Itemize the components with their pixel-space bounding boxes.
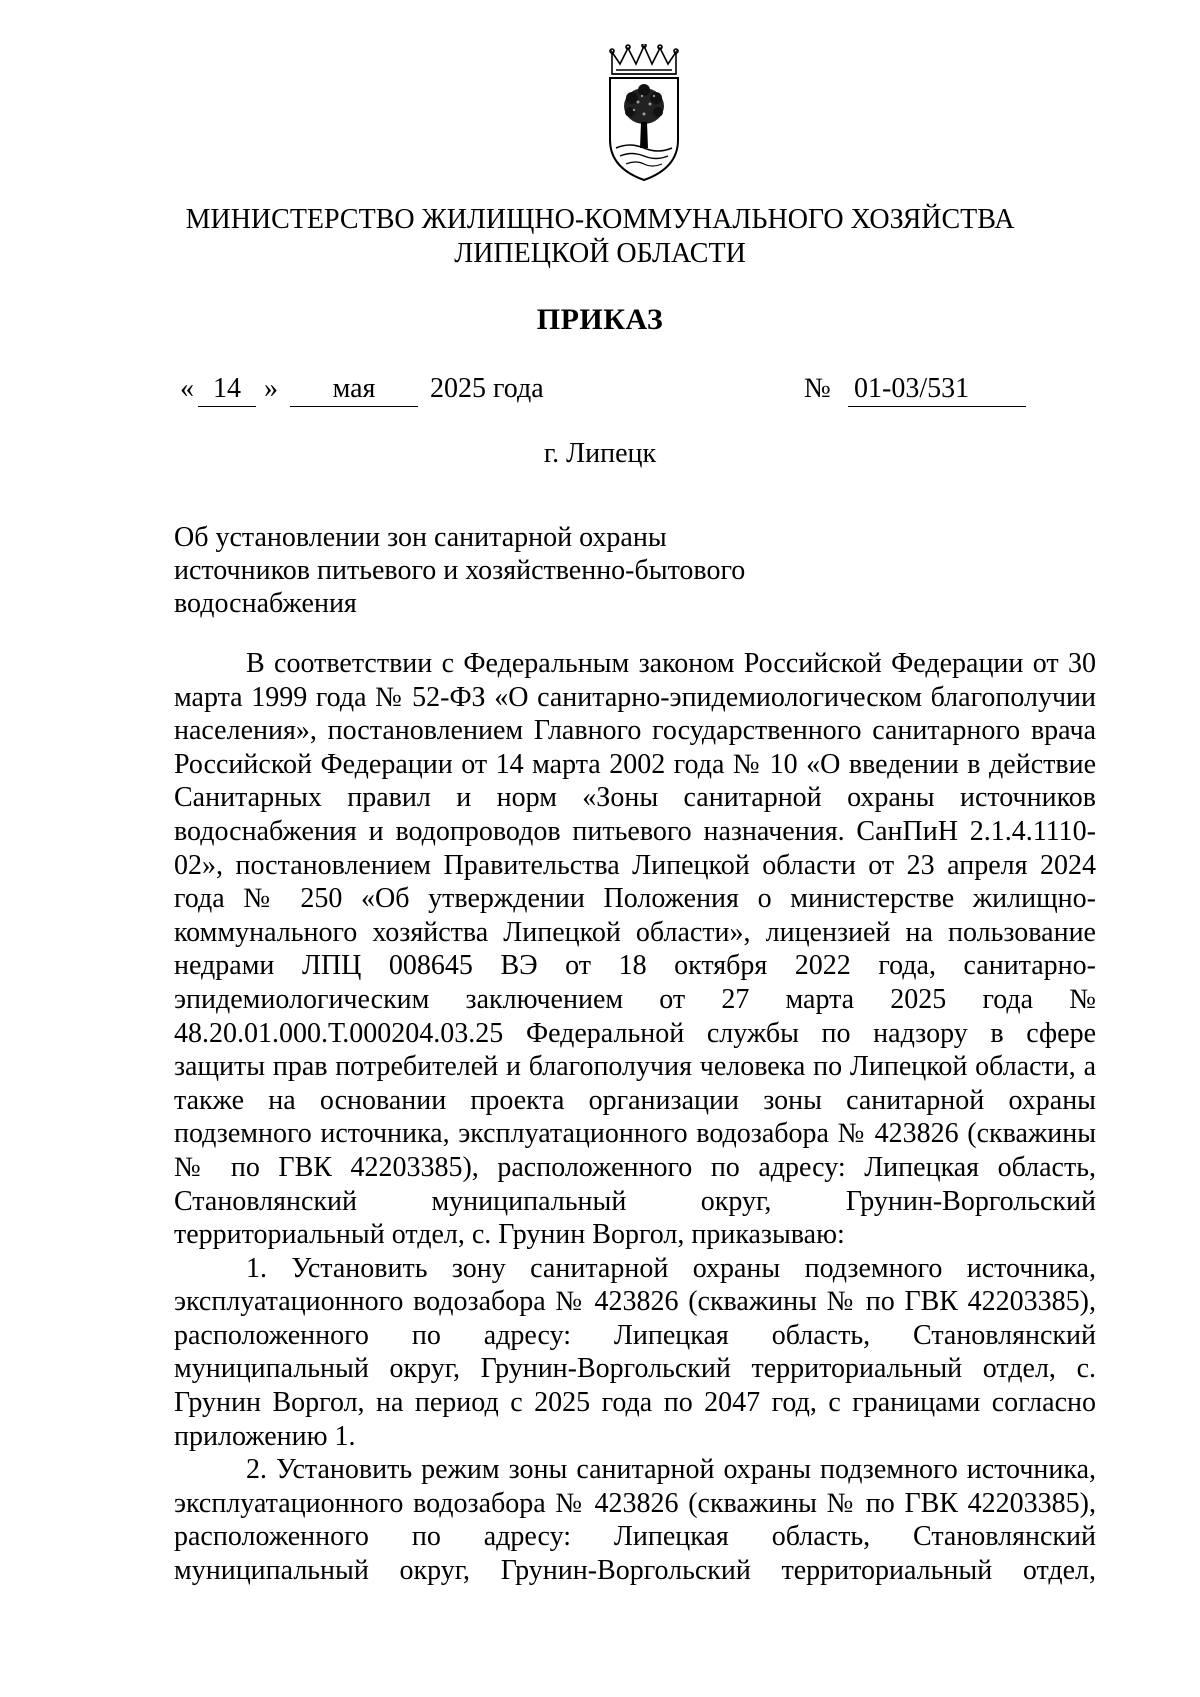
date-number-line (180, 372, 1120, 406)
preamble-paragraph: В соответствии с Федеральным законом Российской Федерации от 30 марта 1999 года № 52-ФЗ «О санитарно-эпидемиологическом благополучии населения», постановлением Главного государственного санитарного врача Российской Федерации от 14 марта 2002 года № 10 «О введении в действие Санитарных правил и норм «Зоны санитарной охраны источников водоснабжения и водопроводов питьевого назначения. СанПиН 2.1.4.1110-02», постановлением Правительства Липецкой области от 23 апреля 2024 года № 250 «Об утверждении Положения о министерстве жилищно-коммунального хозяйства Липецкой области», лицензией на пользование недрами ЛПЦ 008645 ВЭ от 18 октября 2022 года, санитарно-эпидемиологическим заключением от 27 марта 2025 года № 48.20.01.000.Т.000204.03.25 Федеральной службы по надзору в сфере защиты прав потребителей и благополучия человека по Липецкой области, а также на основании проекта организации зоны санитарной охраны подземного источника, эксплуатационного водозабора № 423826 (скважины № по ГВК 42203385), расположенного по адресу: Липецкая область, Становлянский муниципальный округ, Грунин-Воргольский территориальный отдел, с. Грунин Воргол, приказываю: (174, 648, 1096, 1251)
order-year: 2025 года (430, 373, 544, 404)
ministry-line-1: МИНИСТЕРСТВО ЖИЛИЩНО-КОММУНАЛЬНОГО ХОЗЯЙСТВА (185, 204, 1015, 235)
ministry-name (0, 203, 1200, 271)
order-subject (174, 521, 814, 620)
city: г. Липецк (543, 438, 657, 469)
order-day: 14 (198, 372, 256, 407)
clause-2: 2. Установить режим зоны санитарной охраны подземного источника, эксплуатационного водозабора № 423826 (скважины № по ГВК 42203385), расположенного по адресу: Липецкая область, Становлянский муниципальный округ, Грунин-Воргольский территориальный отдел, (174, 1454, 1096, 1587)
subject-line-1: Об установлении зон санитарной охраны (174, 522, 667, 553)
ministry-line-2: ЛИПЕЦКОЙ ОБЛАСТИ (454, 238, 746, 269)
close-quote: » (264, 373, 278, 404)
coat-of-arms-icon (606, 44, 682, 184)
subject-line-2: источников питьевого и хозяйственно-бытового (174, 555, 746, 586)
open-quote: « (180, 373, 194, 404)
clause-1: 1. Установить зону санитарной охраны подземного источника, эксплуатационного водозабора № 423826 (скважины № по ГВК 42203385), расположенного по адресу: Липецкая область, Становлянский муниципальный округ, Грунин-Воргольский территориальный отдел, с. Грунин Воргол, на период с 2025 года по 2047 год, с границами согласно приложению 1. (174, 1252, 1096, 1452)
order-month: мая (290, 372, 418, 407)
number-sign: № (804, 373, 831, 404)
document-title: ПРИКАЗ (536, 303, 664, 336)
subject-line-3: водоснабжения (174, 588, 357, 619)
order-body (174, 647, 1096, 1588)
order-number: 01-03/531 (848, 372, 1026, 407)
